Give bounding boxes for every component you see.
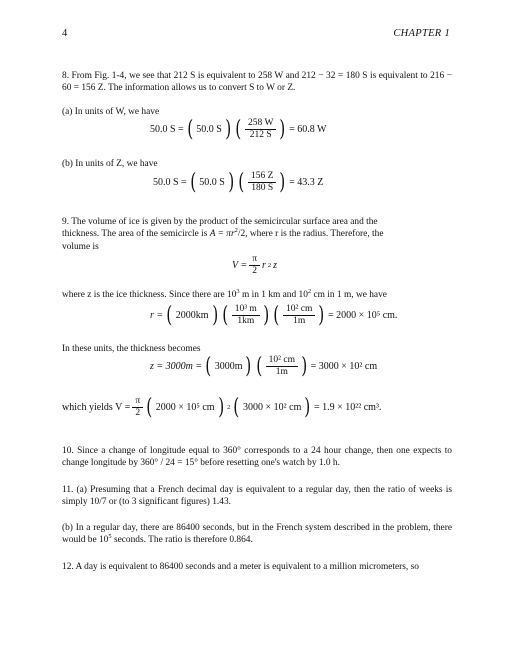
equation-radius: r = ( 2000km ) ( $\frac{\text{10³ m}}{1km}$ ) ( $\frac{\text{10² cm}}{1m}$ ) = 2000 × 10⁵ cm. bbox=[150, 302, 398, 328]
paragraph-11a: 11. (a) Presuming that a French decimal day is equivalent to a regular day, then the ratio of weeks is simply 10/7 or (to 3 significant figures) 1.43. bbox=[62, 485, 452, 508]
eq-paren-value: 50.0 S bbox=[196, 124, 222, 135]
chapter-title: CHAPTER 1 bbox=[393, 28, 450, 39]
paragraph-10: 10. Since a change of longitude equal to 360° corresponds to a 24 hour change, then one expects to change longitude by 360° / 24 = 15° before resetting one's watch by 1.0 h. bbox=[62, 446, 452, 469]
equation-units-w: 50.0 S = ( 50.0 S ) ( $\frac{258 W}{212 S}$ ) = 60.8 W bbox=[150, 116, 327, 142]
page-number: 4 bbox=[62, 28, 68, 39]
paragraph-9-where: where z is the ice thickness. Since there are $10^3$ m in 1 km and $10^2$ cm in 1 m, we have bbox=[62, 288, 387, 300]
equation-volume-final: which yields V = $\frac{\pi}{2}$ ( 2000 × 10⁵ cm ) 2 ( 3000 × 10² cm ) = 1.9 × 10²² cm³. bbox=[62, 394, 382, 420]
paragraph-9-units: In these units, the thickness becomes bbox=[62, 344, 201, 354]
paragraph-8: 8. From Fig. 1-4, we see that 212 S is equivalent to 258 W and 212 − 32 = 180 S is equivalent to 216 − 60 = 156 Z. The information allows us to convert S to W or Z. bbox=[62, 71, 452, 94]
paragraph-11b: (b) In a regular day, there are 86400 seconds, but in the French system described in the problem, there would be $10^5$ seconds. The ratio is therefore 0.864. bbox=[62, 523, 452, 546]
equation-volume: V = $\frac{\pi}{2}$ r 2 z bbox=[232, 254, 278, 276]
conversion-fraction: $\frac{156 Z}{180 S}$ bbox=[248, 171, 276, 194]
paragraph-9: 9. The volume of ice is given by the product of the semicircular surface area and the thickness. The area of the semicircle is $A = \pi r^2/2$, where r is the radius. Therefore, the volume is bbox=[62, 217, 384, 252]
paragraph-12: 12. A day is equivalent to 86400 seconds and a meter is equivalent to a million micrometers, so bbox=[62, 562, 419, 572]
eq-rhs: = 60.8 W bbox=[289, 124, 327, 135]
equation-units-z: 50.0 S = ( 50.0 S ) ( $\frac{156 Z}{180 S}$ ) = 43.3 Z bbox=[153, 169, 324, 195]
equation-thickness: z = 3000m = ( 3000m ) ( $\frac{\text{10² cm}}{1m}$ ) = 3000 × 10² cm bbox=[150, 353, 378, 379]
paragraph-8b-intro: (b) In units of Z, we have bbox=[62, 159, 158, 169]
paragraph-8a-intro: (a) In units of W, we have bbox=[62, 107, 160, 117]
conversion-fraction: $\frac{258 W}{212 S}$ bbox=[245, 118, 276, 141]
eq-lhs: 50.0 S = bbox=[150, 124, 184, 135]
